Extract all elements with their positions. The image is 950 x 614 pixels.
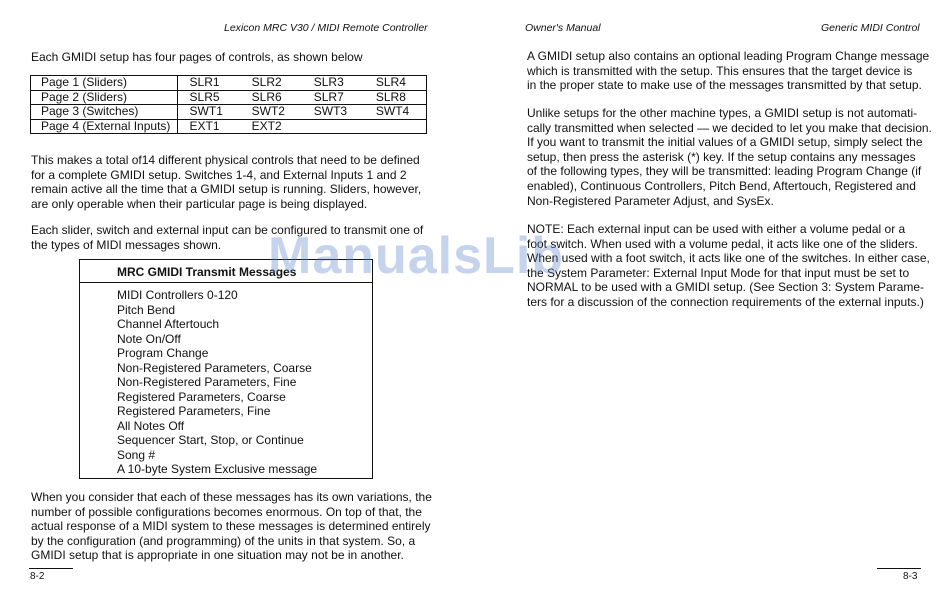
left-running-header: Lexicon MRC V30 / MIDI Remote Controller <box>224 22 428 34</box>
text-line: which is transmitted with the setup. This ensures that the target device is <box>527 63 913 78</box>
page-number: 8-3 <box>903 571 918 582</box>
list-item: Pitch Bend <box>117 302 176 317</box>
table-row <box>31 90 427 105</box>
right-page <box>470 0 950 614</box>
control-cell: SLR3 <box>302 76 364 91</box>
control-cell: SWT1 <box>177 105 240 120</box>
page-name-cell: Page 2 (Sliders) <box>31 90 178 105</box>
list-item: Channel Aftertouch <box>117 317 220 331</box>
text-line: Each slider, switch and external input can be configured to transmit one of <box>31 223 424 237</box>
control-cell: EXT1 <box>177 119 240 134</box>
left-page <box>0 0 470 614</box>
list-item: All Notes Off <box>117 418 185 433</box>
transmit-messages-box <box>79 259 373 479</box>
text-line: If you want to transmit the initial values of a GMIDI setup, simply select the <box>527 135 923 150</box>
control-cell: SWT3 <box>302 105 364 120</box>
text-line: A GMIDI setup also contains an optional leading Program Change message <box>527 49 930 63</box>
configure-paragraph <box>31 223 423 252</box>
control-cell: SLR8 <box>364 90 427 105</box>
control-cell: SLR2 <box>240 76 302 91</box>
control-cell: SLR6 <box>240 90 302 105</box>
text-line: cally transmitted when selected — we decided to let you make that decision. <box>527 120 932 135</box>
text-line: in the proper state to make use of the messages transmitted by that setup. <box>527 78 922 93</box>
text-line: number of possible configurations becomes enormous. On top of that, the <box>31 504 422 519</box>
control-cell <box>364 119 427 134</box>
intro-text: Each GMIDI setup has four pages of controls, as shown below <box>31 50 363 64</box>
transmit-setup-paragraph <box>527 106 932 208</box>
program-change-paragraph <box>527 49 929 93</box>
text-line: NORMAL to be used with a GMIDI setup. (See Section 3: System Parame- <box>527 280 925 295</box>
control-cell: EXT2 <box>240 119 302 134</box>
text-line: When you consider that each of these messages has its own variations, the <box>31 490 432 504</box>
note-paragraph <box>527 222 930 310</box>
transmit-message-list <box>117 288 317 477</box>
text-line: actual response of a MIDI system to these messages is determined entirely <box>31 519 431 534</box>
list-item: Registered Parameters, Coarse <box>117 389 286 404</box>
text-line: of the following types, they will be transmitted: leading Program Change (if <box>527 164 922 179</box>
text-line: Non-Registered Parameter Adjust, and SysEx. <box>527 193 774 208</box>
text-line: GMIDI setup that is appropriate in one situation may not be in another. <box>31 548 404 563</box>
table-row <box>31 105 427 120</box>
text-line: remain active all the time that a GMIDI setup is running. Sliders, however, <box>31 182 422 197</box>
page-name-cell: Page 1 (Sliders) <box>31 76 178 91</box>
list-item: Note On/Off <box>117 331 181 346</box>
control-cell: SWT2 <box>240 105 302 120</box>
text-line: This makes a total of14 different physical controls that need to be defined <box>31 153 420 167</box>
watermark-logo: ManualsLib <box>268 227 565 285</box>
right-running-header-right: Generic MIDI Control <box>821 22 920 34</box>
page-name-cell: Page 4 (External Inputs) <box>31 119 178 134</box>
transmit-box-title: MRC GMIDI Transmit Messages <box>80 260 372 283</box>
list-item: Program Change <box>117 346 209 360</box>
text-line: NOTE: Each external input can be used with either a volume pedal or a <box>527 222 906 236</box>
text-line: for a complete GMIDI setup. Switches 1-4, and External Inputs 1 and 2 <box>31 167 407 182</box>
text-line: ters for a discussion of the connection requirements of the external inputs.) <box>527 294 924 309</box>
page-number: 8-2 <box>30 571 45 582</box>
page-name-cell: Page 3 (Switches) <box>31 105 178 120</box>
text-line: are only operable when their particular page is being displayed. <box>31 196 368 211</box>
control-cell: SWT4 <box>364 105 427 120</box>
total-controls-paragraph <box>31 153 421 211</box>
table-row <box>31 119 427 134</box>
control-cell <box>302 119 364 134</box>
text-line: by the configuration (and programming) of the units in that system. So, a <box>31 533 416 548</box>
list-item: A 10-byte System Exclusive message <box>117 462 318 476</box>
text-line: foot switch. When used with a volume pedal, it acts like one of the sliders. <box>527 236 918 251</box>
text-line: When used with a foot switch, it acts like one of the switches. In either case, <box>527 251 930 266</box>
list-item: Non-Registered Parameters, Coarse <box>117 360 312 375</box>
footer-rule <box>29 568 73 569</box>
list-item: Non-Registered Parameters, Fine <box>117 375 297 389</box>
control-cell: SLR1 <box>177 76 240 91</box>
footer-rule <box>877 568 921 569</box>
pages-table <box>30 75 427 134</box>
text-line: setup, then press the asterisk (*) key. If the setup contains any messages <box>527 149 916 164</box>
table-row <box>31 76 427 91</box>
text-line: enabled), Continuous Controllers, Pitch Bend, Aftertouch, Registered and <box>527 178 916 193</box>
text-line: the types of MIDI messages shown. <box>31 237 222 252</box>
text-line: Unlike setups for the other machine types, a GMIDI setup is not automati- <box>527 106 918 120</box>
control-cell: SLR7 <box>302 90 364 105</box>
control-cell: SLR5 <box>177 90 240 105</box>
variations-paragraph <box>31 490 432 563</box>
list-item: Sequencer Start, Stop, or Continue <box>117 433 304 447</box>
control-cell: SLR4 <box>364 76 427 91</box>
list-item: Registered Parameters, Fine <box>117 404 271 418</box>
right-running-header-left: Owner's Manual <box>525 22 601 34</box>
text-line: the System Parameter: External Input Mode for that input must be set to <box>527 265 910 280</box>
list-item: MIDI Controllers 0-120 <box>117 288 238 302</box>
list-item: Song # <box>117 447 156 462</box>
